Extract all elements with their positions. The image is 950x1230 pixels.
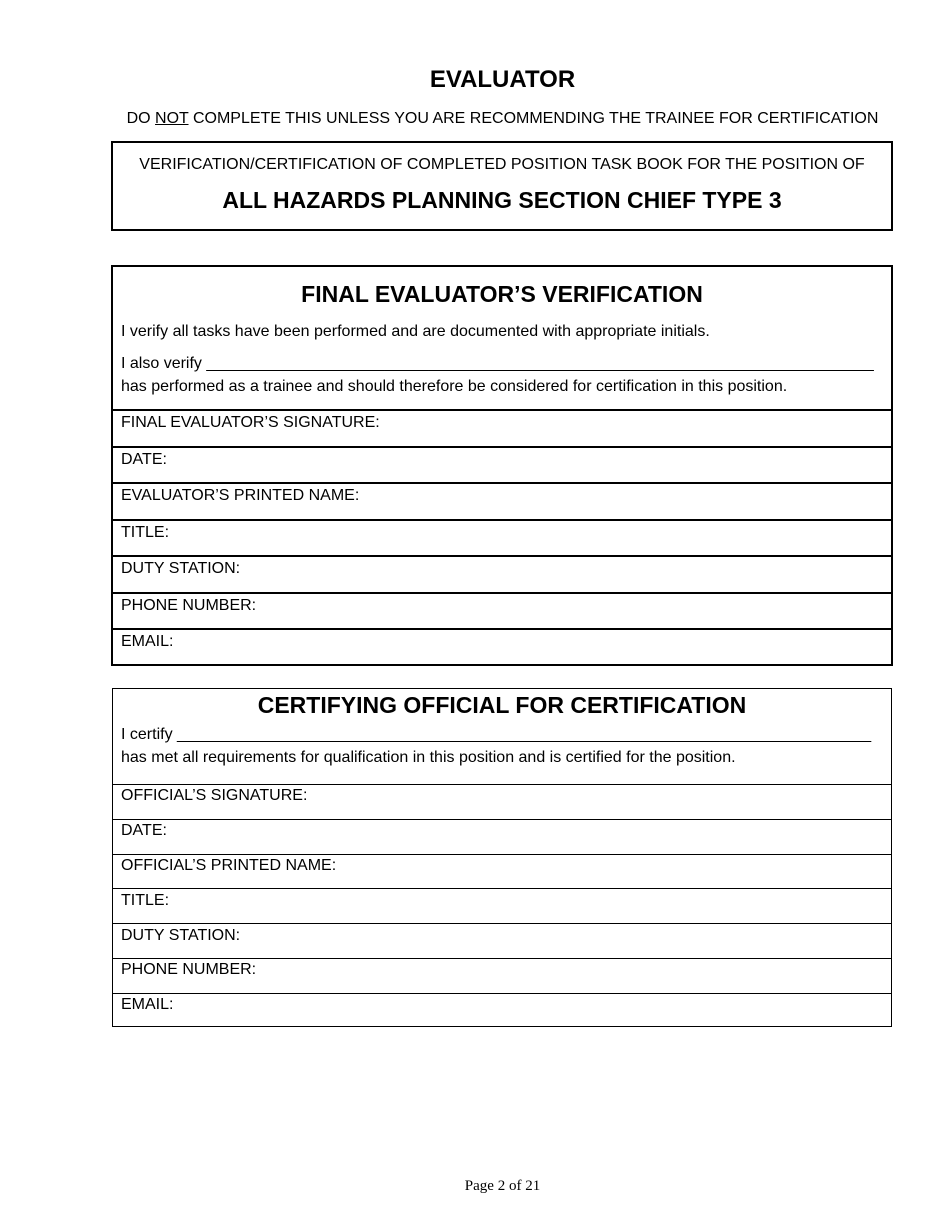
row-divider	[113, 555, 891, 557]
final-evaluator-heading: FINAL EVALUATOR’S VERIFICATION	[301, 281, 703, 307]
page-title: EVALUATOR	[429, 66, 576, 93]
row-divider	[113, 854, 891, 855]
row-divider	[113, 923, 891, 924]
evaluator-title-field[interactable]: TITLE:	[121, 524, 170, 541]
position-title: ALL HAZARDS PLANNING SECTION CHIEF TYPE 3	[222, 187, 782, 213]
warning-emphasis: NOT	[155, 110, 189, 127]
row-divider	[113, 519, 891, 521]
row-divider	[113, 958, 891, 959]
warning-pre: DO	[126, 110, 156, 127]
evaluator-date-field[interactable]: DATE:	[121, 451, 167, 468]
verify-trainee-statement: has performed as a trainee and should therefore be considered for certification in this position.	[121, 378, 788, 395]
final-evaluator-section	[111, 265, 893, 666]
warning-notice	[0, 110, 950, 128]
certify-statement: has met all requirements for qualification in this position and is certified for the position.	[121, 749, 736, 766]
evaluator-printed-name-field[interactable]: EVALUATOR’S PRINTED NAME:	[121, 487, 360, 504]
certify-trainee-line: I certify ______________________________________________________________________________	[121, 726, 872, 743]
row-divider	[113, 446, 891, 448]
official-duty-station-field[interactable]: DUTY STATION:	[121, 927, 241, 944]
official-email-field[interactable]: EMAIL:	[121, 996, 174, 1013]
row-divider	[113, 888, 891, 889]
position-verification-box	[111, 141, 893, 231]
row-divider	[113, 628, 891, 630]
official-printed-name-field[interactable]: OFFICIAL’S PRINTED NAME:	[121, 857, 337, 874]
row-divider	[113, 409, 891, 411]
official-signature-field[interactable]: OFFICIAL’S SIGNATURE:	[121, 787, 308, 804]
official-title-field[interactable]: TITLE:	[121, 892, 170, 909]
verify-trainee-line: I also verify ___________________________________________________________________________	[121, 355, 874, 372]
warning-post: COMPLETE THIS UNLESS YOU ARE RECOMMENDING THE TRAINEE FOR CERTIFICATION	[188, 110, 879, 127]
verification-intro: VERIFICATION/CERTIFICATION OF COMPLETED POSITION TASK BOOK FOR THE POSITION OF	[139, 156, 865, 173]
official-date-field[interactable]: DATE:	[121, 822, 167, 839]
verify-tasks-statement: I verify all tasks have been performed and are documented with appropriate initials.	[121, 323, 710, 340]
certifying-official-heading: CERTIFYING OFFICIAL FOR CERTIFICATION	[257, 692, 747, 718]
evaluator-duty-station-field[interactable]: DUTY STATION:	[121, 560, 241, 577]
page-number: Page 2 of 21	[464, 1178, 541, 1194]
official-phone-field[interactable]: PHONE NUMBER:	[121, 961, 257, 978]
row-divider	[113, 592, 891, 594]
row-divider	[113, 784, 891, 785]
certifying-official-section	[112, 688, 892, 1027]
evaluator-signature-field[interactable]: FINAL EVALUATOR’S SIGNATURE:	[121, 414, 380, 431]
evaluator-email-field[interactable]: EMAIL:	[121, 633, 174, 650]
row-divider	[113, 482, 891, 484]
row-divider	[113, 819, 891, 820]
evaluator-phone-field[interactable]: PHONE NUMBER:	[121, 597, 257, 614]
row-divider	[113, 993, 891, 994]
